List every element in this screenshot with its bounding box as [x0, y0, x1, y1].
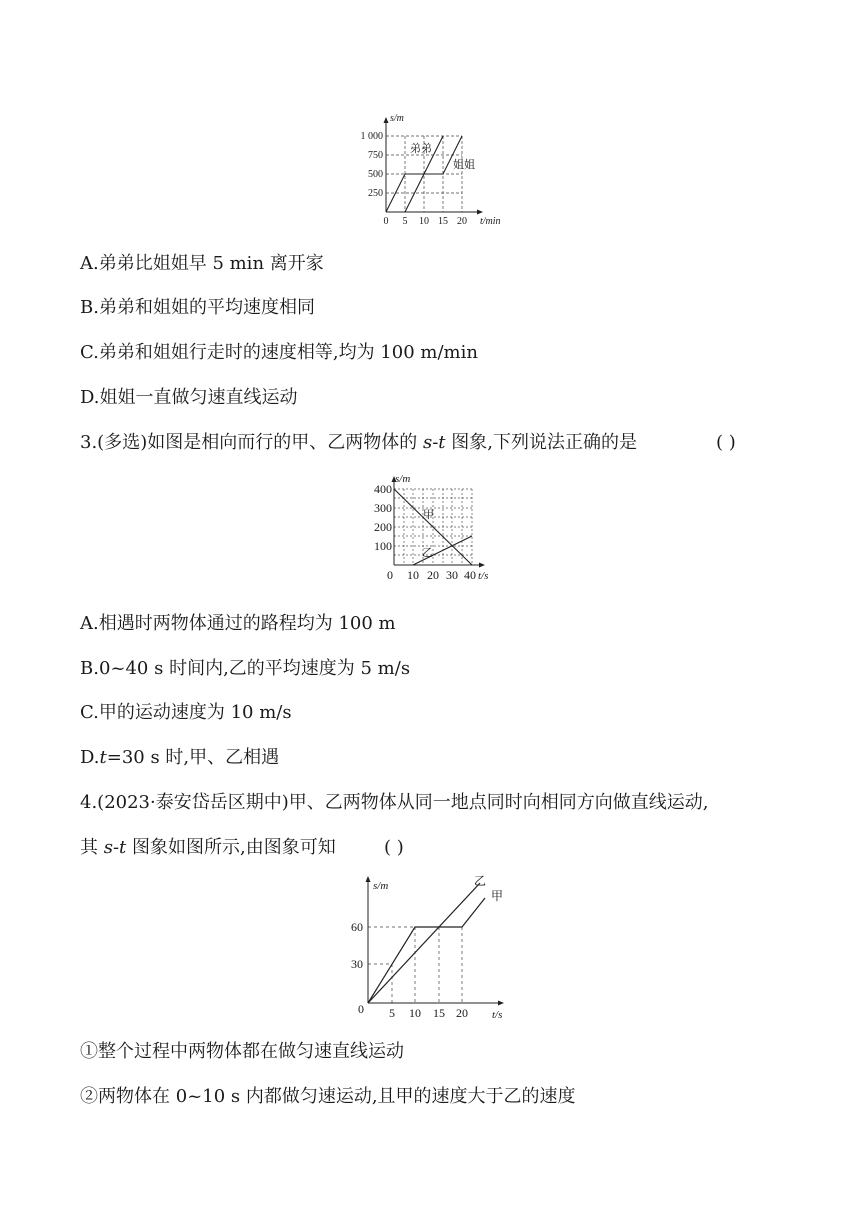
fig3-y-axis-label: s/m	[373, 880, 389, 892]
q4-stem-suffix: 图象如图所示,由图象可知	[126, 837, 336, 858]
fig3-origin-label: 0	[358, 1002, 364, 1016]
q3-stem	[80, 431, 780, 455]
fig2-x-arrow	[479, 563, 485, 568]
fig3-x-tick-10: 10	[409, 1006, 421, 1020]
q4-stem-var: s-t	[103, 837, 127, 858]
q3-option-d-suffix: =30 s 时,甲、乙相遇	[106, 747, 280, 768]
fig2-x-tick-40: 40	[464, 568, 476, 582]
q4-statement-1: ①整个过程中两物体都在做匀速直线运动	[80, 1041, 404, 1062]
fig1-y-tick-1000: 1 000	[360, 131, 383, 142]
fig1-y-tick-250: 250	[368, 188, 383, 199]
fig1-x-arrow	[477, 210, 483, 215]
fig2-x-tick-20: 20	[427, 568, 439, 582]
fig1-x-tick-0: 0	[383, 216, 389, 227]
fig1-y-tick-750: 750	[368, 150, 383, 161]
fig1-y-tick-500: 500	[368, 169, 383, 180]
figure-3-st-graph	[340, 868, 515, 1020]
fig1-y-axis-label: s/m	[390, 113, 404, 124]
fig1-label-jiejie: 姐姐	[453, 159, 475, 171]
q3-option-d-prefix: D.	[80, 747, 100, 768]
q3-stem-var: s-t	[422, 432, 446, 453]
fig1-x-tick-20: 20	[457, 216, 467, 227]
fig1-x-tick-15: 15	[438, 216, 448, 227]
fig2-x-tick-10: 10	[407, 568, 419, 582]
fig3-y-tick-30: 30	[351, 957, 363, 971]
fig1-x-tick-10: 10	[419, 216, 429, 227]
fig2-y-tick-400: 400	[374, 482, 392, 496]
fig3-x-tick-20: 20	[456, 1006, 468, 1020]
fig3-x-tick-15: 15	[433, 1006, 445, 1020]
q4-answer-paren: ( )	[384, 837, 404, 858]
fig2-label-jia: 甲	[423, 509, 434, 521]
fig3-y-arrow	[366, 876, 371, 882]
fig2-x-tick-0: 0	[387, 568, 393, 582]
q4-stem-prefix: 其	[80, 837, 104, 858]
q3-option-a: A.相遇时两物体通过的路程均为 100 m	[80, 613, 396, 634]
figure-2-st-graph	[362, 470, 497, 584]
fig1-x-tick-5: 5	[402, 216, 408, 227]
fig1-y-arrow	[384, 117, 389, 123]
fig2-x-tick-30: 30	[446, 568, 458, 582]
q4-stem-line1: 4.(2023·泰安岱岳区期中)甲、乙两物体从同一地点同时向相同方向做直线运动,	[80, 792, 709, 813]
fig1-label-didi: 弟弟	[410, 143, 432, 155]
q3-stem-prefix: 3.(多选)如图是相向而行的甲、乙两物体的	[80, 432, 423, 453]
fig3-line-yi	[368, 883, 480, 1003]
q3-stem-suffix: 图象,下列说法正确的是	[445, 432, 637, 453]
q3-option-b: B.0~40 s 时间内,乙的平均速度为 5 m/s	[80, 658, 411, 679]
fig1-x-axis-label: t/min	[480, 216, 501, 227]
fig3-x-tick-5: 5	[389, 1006, 395, 1020]
fig3-x-arrow	[498, 1001, 504, 1006]
q2-option-d: D.姐姐一直做匀速直线运动	[80, 387, 298, 408]
q3-option-d-var: t	[99, 747, 107, 768]
q2-option-c: C.弟弟和姐姐行走时的速度相等,均为 100 m/min	[80, 342, 478, 363]
q3-option-c: C.甲的运动速度为 10 m/s	[80, 702, 292, 723]
q3-option-d	[80, 746, 279, 770]
q3-answer-paren: ( )	[716, 432, 736, 453]
fig2-y-tick-100: 100	[374, 539, 392, 553]
fig3-y-tick-60: 60	[351, 920, 363, 934]
q4-statement-2: ②两物体在 0~10 s 内都做匀速运动,且甲的速度大于乙的速度	[80, 1086, 576, 1107]
fig2-label-yi: 乙	[422, 547, 433, 559]
fig3-label-jia: 甲	[491, 889, 504, 903]
fig2-x-axis-label: t/s	[478, 570, 489, 582]
fig3-label-yi: 乙	[474, 874, 487, 888]
fig3-line-jia	[368, 898, 485, 1003]
figure-1-st-graph	[350, 108, 520, 230]
q2-option-b: B.弟弟和姐姐的平均速度相同	[80, 297, 315, 318]
fig3-x-axis-label: t/s	[492, 1009, 503, 1021]
q4-stem-line2	[80, 836, 336, 860]
fig2-y-tick-200: 200	[374, 520, 392, 534]
fig2-y-tick-300: 300	[374, 501, 392, 515]
fig2-y-axis-label: s/m	[395, 473, 411, 485]
q2-option-a: A.弟弟比姐姐早 5 min 离开家	[80, 253, 324, 274]
